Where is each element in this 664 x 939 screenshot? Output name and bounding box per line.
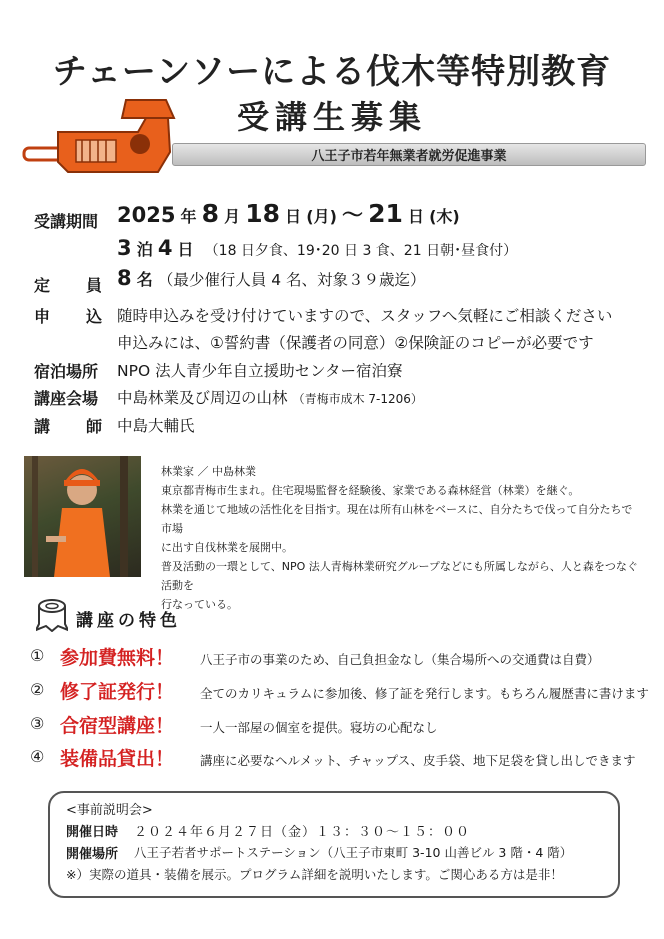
venue-address: （青梅市成木 7-1206） [292,392,423,406]
end-weekday: (木) [429,207,460,226]
meals-note: （18 日夕食、19･20 日 3 食、21 日朝･昼食付） [204,243,518,259]
lecturer-label-a: 講 [34,417,51,436]
feature-number: ② [30,680,45,699]
stay-length [117,236,517,260]
feature-number: ④ [30,747,45,766]
period-dates [117,199,460,229]
month: 8 [201,199,220,228]
day-unit-2: 日 [407,207,424,226]
feature-item [30,680,44,699]
briefing-date: ２０２４年６月２７日（金）１３：３０～１５：００ [134,825,471,840]
bio-line: 行なっている。 [161,598,238,611]
features-title: 講座の特色 [76,611,181,631]
briefing-place-label: 開催場所 [66,847,119,862]
capacity-label-a: 定 [34,276,51,295]
feature-name: 装備品貸出！ [60,748,175,770]
year: 2025 [117,203,176,227]
lecturer-photo [24,456,141,577]
feature-name: 合宿型講座！ [60,715,175,737]
program-banner [172,143,646,166]
capacity-unit: 名 [136,270,153,289]
bio-head: 林業家 ／ 中島林業 [161,465,256,478]
tree-stump-icon [36,598,68,632]
venue-label: 講座会場 [34,389,99,408]
bio-line: 東京都青梅市生まれ。住宅現場監督を経験後、家業である森林経営（林業）を継ぐ。 [161,484,580,497]
feature-number: ③ [30,714,45,733]
briefing-box [48,791,620,898]
lecturer-name: 中島大輔氏 [117,417,195,435]
start-day: 18 [245,199,281,228]
briefing-head: <事前説明会> [66,803,153,818]
feature-item [30,646,44,665]
banner-text: 八王子市若年無業者就労促進事業 [311,149,507,164]
lodging-value: NPO 法人青少年自立援助センター宿泊寮 [117,362,403,380]
venue-name: 中島林業及び周辺の山林 [117,389,288,407]
briefing-place: 八王子若者サポートステーション（八王子市東町 3-10 山善ビル 3 階・4 階） [134,845,573,860]
lecturer-bio [161,462,641,614]
chainsaw-icon [18,92,178,188]
lecturer-label-b: 師 [86,417,103,436]
feature-number: ① [30,646,45,665]
capacity-note: （最少催行人員 4 名、対象３９歳迄） [157,271,426,289]
year-unit: 年 [180,207,197,226]
apply-label-b: 込 [86,307,103,326]
briefing-note: ※）実際の道具・装備を展示。プログラム詳細を説明いたします。ご関心ある方は是非！ [66,867,563,882]
month-unit: 月 [224,207,241,226]
feature-desc: 講座に必要なヘルメット、チャップス、皮手袋、地下足袋を貸し出しできます [200,753,636,768]
period-label: 受講期間 [34,212,99,231]
nights: 3 [117,236,132,260]
apply-line-2: 申込みには、①誓約書（保護者の同意）②保険証のコピーが必要です [117,334,594,352]
nights-unit: 泊 [136,240,153,259]
apply-label-a: 申 [34,307,51,326]
days-unit: 日 [177,240,194,259]
main-title: チェーンソーによる伐木等特別教育 [52,52,612,92]
bio-line: に出す自伐林業を展開中。 [161,541,293,554]
feature-name: 修了証発行！ [60,681,175,703]
briefing-date-label: 開催日時 [66,825,119,840]
sub-title: 受講生募集 [236,98,427,136]
venue-value [117,386,423,408]
feature-desc: 八王子市の事業のため、自己負担金なし（集合場所への交通費は自費） [200,652,600,667]
capacity-num: 8 [117,266,132,290]
apply-line-1: 随時申込みを受け付けていますので、スタッフへ気軽にご相談ください [117,307,613,325]
day-unit: 日 [285,207,302,226]
capacity-label-b: 員 [86,276,103,295]
feature-name: 参加費無料！ [60,647,175,669]
lecturer-figure-icon [24,456,141,577]
days: 4 [157,236,173,260]
bio-line: 普及活動の一環として、NPO 法人青梅林業研究グループなどにも所属しながら、人と森をつなぐ活動を [161,560,638,592]
start-weekday: (月) [306,207,337,226]
feature-desc: 一人一部屋の個室を提供。寝坊の心配なし [200,720,438,735]
lodging-label: 宿泊場所 [34,362,99,381]
feature-item [30,747,44,766]
capacity-value [117,266,426,290]
bio-line: 林業を通じて地域の活性化を目指す。現在は所有山林をベースに、自分たちで伐って自分たちで市場 [161,503,633,535]
end-day: 21 [368,199,403,228]
feature-desc: 全てのカリキュラムに参加後、修了証を発行します。もちろん履歴書に書けます [200,686,649,701]
range-tilde: ～ [342,203,363,227]
feature-item [30,714,44,733]
